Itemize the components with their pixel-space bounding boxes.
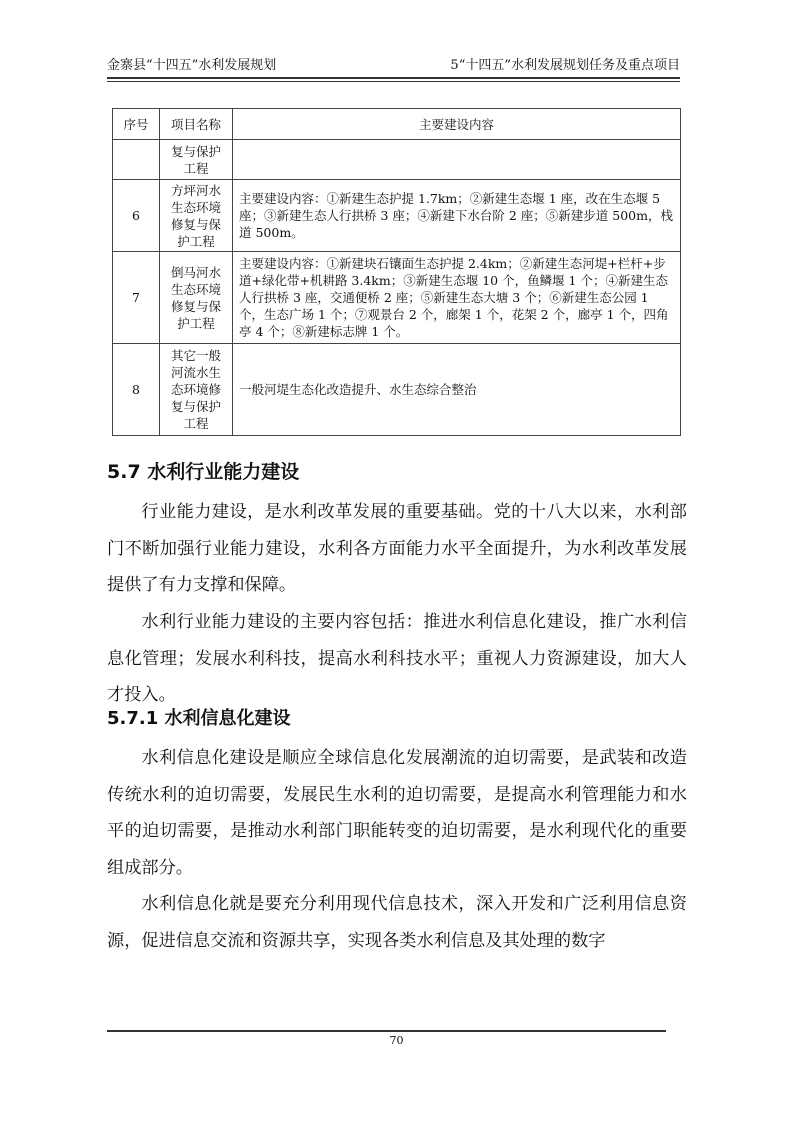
name-line: 护工程	[177, 315, 215, 331]
row-content	[233, 140, 681, 180]
row-name	[160, 252, 233, 344]
header-doc-title: 金寨县“十四五”水利发展规划	[107, 58, 277, 73]
header-chapter-title: 5“十四五”水利发展规划任务及重点项目	[450, 58, 680, 73]
col-header-name: 项目名称	[160, 109, 233, 140]
project-table	[112, 108, 681, 436]
name-line: 复与保护	[170, 143, 221, 159]
name-line: 倒马河水	[170, 264, 221, 280]
row-name	[160, 344, 233, 436]
table-row	[113, 252, 681, 344]
row-content: 一般河堤生态化改造提升、水生态综合整治	[233, 344, 681, 436]
name-line: 态环境修	[170, 382, 221, 397]
row-no: 6	[113, 180, 160, 252]
name-line: 工程	[183, 160, 209, 176]
table-row	[113, 344, 681, 436]
row-no: 7	[113, 252, 160, 344]
name-line: 修复与保	[170, 216, 221, 232]
name-line: 方坪河水	[170, 182, 221, 198]
name-line: 河流水生	[170, 365, 221, 380]
row-no	[113, 140, 160, 180]
paragraph: 水利行业能力建设的主要内容包括：推进水利信息化建设，推广水利信息化管理；发展水利科技，提高水利科技水平；重视人力资源建设，加大人才投入。	[107, 612, 687, 705]
footer-rule	[107, 1030, 666, 1032]
name-line: 修复与保	[170, 298, 221, 314]
row-content: 主要建设内容：①新建块石镶面生态护提 2.4km；②新建生态河堤+栏杆+步道+绿化带+机耕路 3.4km；③新建生态堰 10 个，鱼鳞堰 1 个；④新建生态人行拱桥 3 座，交通便桥 2 座；⑤新建生态大塘 3 个；⑥新建生态公园 1 个，生态广场 1 个；⑦观景台 2 个，廊架 1 个，花架 2 个，廊亭 1 个，四角亭 4 个；⑧新建标志牌 1 个。	[233, 252, 681, 344]
row-name	[160, 140, 233, 180]
paragraph: 水利信息化就是要充分利用现代信息技术，深入开发和广泛利用信息资源，促进信息交流和资源共享，实现各类水利信息及其处理的数字	[107, 894, 687, 951]
name-line: 其它一般	[170, 348, 221, 363]
header-rule-thin	[107, 81, 680, 82]
section-heading-5-7-1: 5.7.1 水利信息化建设	[107, 708, 291, 729]
table-header-row	[113, 109, 681, 140]
row-name	[160, 180, 233, 252]
name-line: 生态环境	[170, 199, 221, 215]
table-row	[113, 180, 681, 252]
section-heading-5-7: 5.7 水利行业能力建设	[107, 461, 300, 483]
name-line: 生态环境	[170, 281, 221, 297]
paragraph: 水利信息化建设是顺应全球信息化发展潮流的迫切需要，是武装和改造传统水利的迫切需要，发展民生水利的迫切需要，是提高水利管理能力和水平的迫切需要，是推动水利部门职能转变的迫切需要，是水利现代化的重要组成部分。	[107, 748, 687, 878]
name-line: 复与保护	[170, 399, 221, 414]
paragraph: 行业能力建设，是水利改革发展的重要基础。党的十八大以来，水利部门不断加强行业能力建设，水利各方面能力水平全面提升，为水利改革发展提供了有力支撑和保障。	[107, 502, 687, 595]
col-header-content: 主要建设内容	[233, 109, 681, 140]
name-line: 护工程	[177, 233, 215, 249]
name-line: 工程	[183, 416, 209, 431]
row-no: 8	[113, 344, 160, 436]
col-header-no: 序号	[113, 109, 160, 140]
row-content: 主要建设内容：①新建生态护提 1.7km；②新建生态堰 1 座，改在生态堰 5 座；③新建生态人行拱桥 3 座；④新建下水台阶 2 座；⑤新建步道 500m，栈道 500m。	[233, 180, 681, 252]
table-row	[113, 140, 681, 180]
page-header	[107, 54, 680, 74]
page-number: 70	[389, 1034, 404, 1047]
header-rule	[107, 77, 680, 79]
